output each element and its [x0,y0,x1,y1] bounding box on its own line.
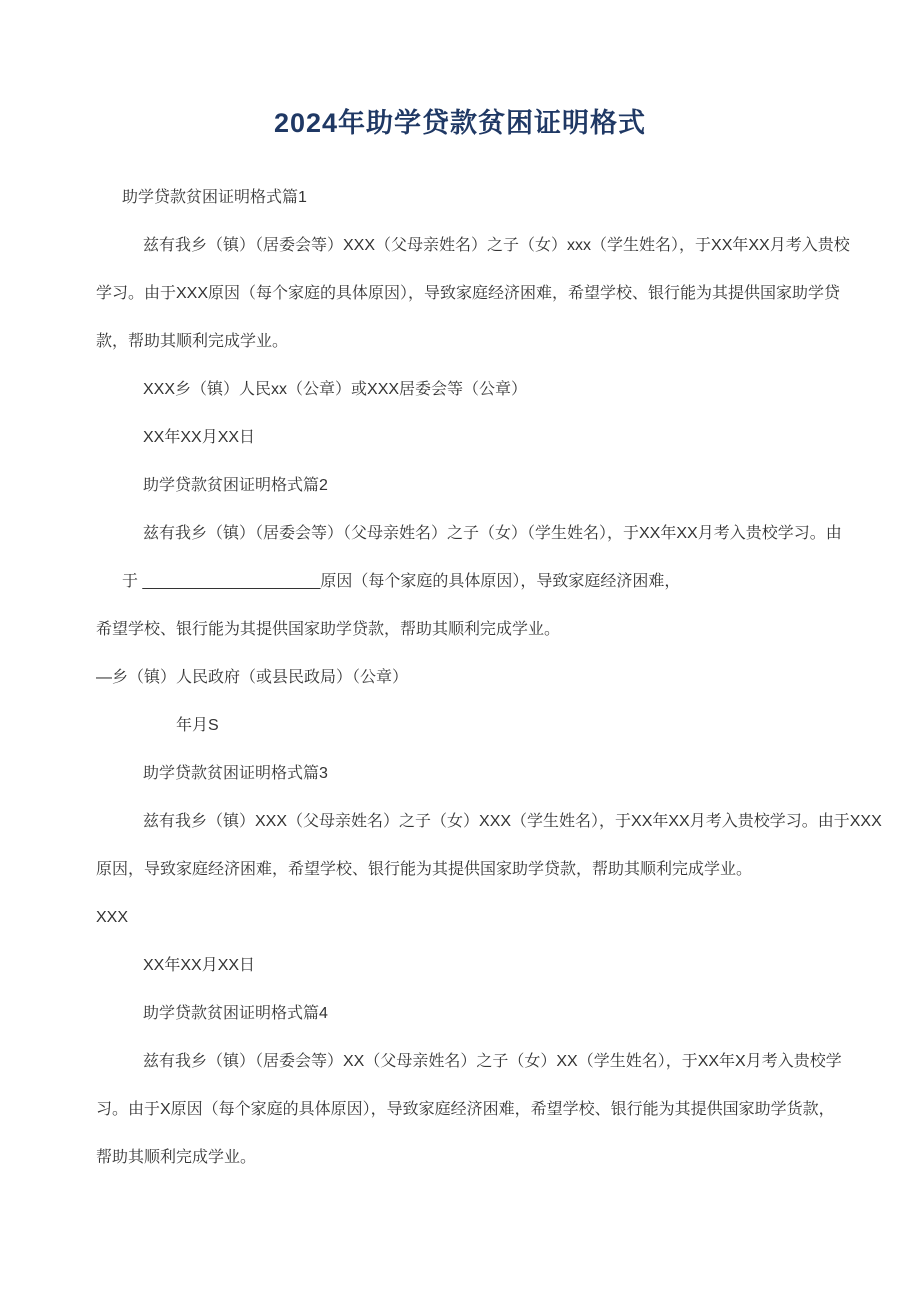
paragraph-4-line-2: 习。由于X原因（每个家庭的具体原因），导致家庭经济困难，希望学校、银行能为其提供国家助学货款， [96,1101,835,1118]
section-heading-1: 助学贷款贫困证明格式篇1 [122,189,307,206]
section-heading-4: 助学贷款贫困证明格式篇4 [143,1005,328,1022]
paragraph-2-line-3: 希望学校、银行能为其提供国家助学贷款，帮助其顺利完成学业。 [96,621,561,638]
section-heading-2: 助学贷款贫困证明格式篇2 [143,477,328,494]
paragraph-1-line-3: 款，帮助其顺利完成学业。 [96,333,289,350]
seal-line-2: —乡（镇）人民政府（或县民政局）（公章） [96,669,409,686]
paragraph-4-line-3: 帮助其顺利完成学业。 [96,1149,257,1166]
paragraph-1-line-2: 学习。由于XXX原因（每个家庭的具体原因），导致家庭经济困难，希望学校、银行能为其提供国家助学贷 [96,285,841,302]
paragraph-3-line-1: 兹有我乡（镇）XXX（父母亲姓名）之子（女）XXX（学生姓名），于XX年XX月考入贵校学习。由于XXX [143,813,882,830]
date-line-1: XX年XX月XX日 [143,429,256,446]
date-line-2: 年月S [176,717,219,734]
seal-line-1: XXX乡（镇）人民xx（公章）或XXX居委会等（公章） [143,381,528,398]
paragraph-3-line-2: 原因，导致家庭经济困难，希望学校、银行能为其提供国家助学贷款，帮助其顺利完成学业。 [96,861,753,878]
signature-line-3: XXX [96,909,129,926]
paragraph-2-line-2-blank: 于 ____________________原因（每个家庭的具体原因），导致家庭经济困难， [122,573,681,590]
paragraph-4-line-1: 兹有我乡（镇）（居委会等）XX（父母亲姓名）之子（女）XX（学生姓名），于XX年X月考入贵校学 [143,1053,842,1070]
date-line-3: XX年XX月XX日 [143,957,256,974]
page-title: 2024年助学贷款贫困证明格式 [273,108,647,138]
paragraph-1-line-1: 兹有我乡（镇）（居委会等）XXX（父母亲姓名）之子（女）xxx（学生姓名），于XX年XX月考入贵校 [143,237,850,254]
paragraph-2-line-1: 兹有我乡（镇）（居委会等）（父母亲姓名）之子（女）（学生姓名），于XX年XX月考入贵校学习。由 [143,525,842,542]
section-heading-3: 助学贷款贫困证明格式篇3 [143,765,328,782]
document-body [96,174,882,1182]
